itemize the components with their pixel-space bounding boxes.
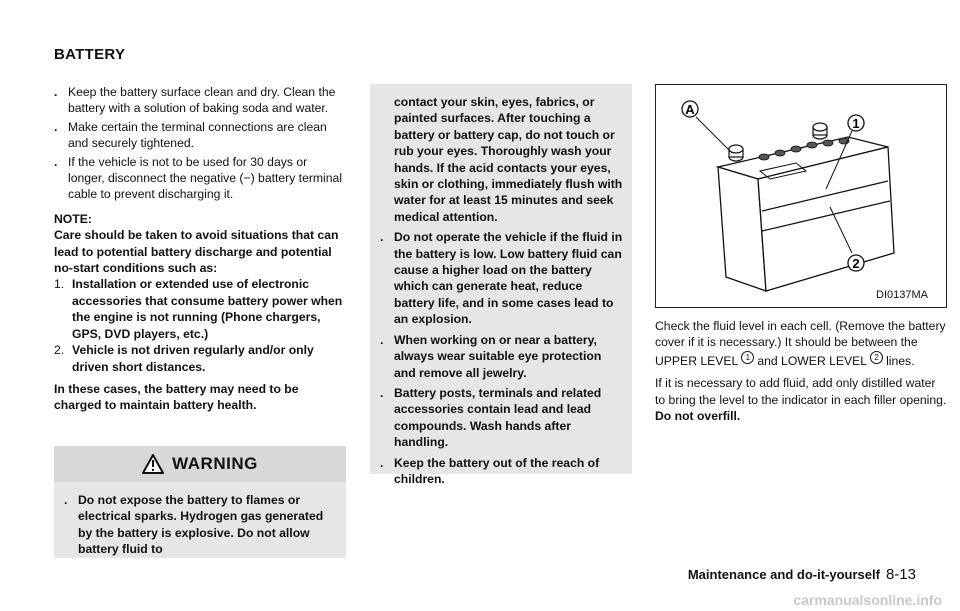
callout-a: A bbox=[685, 102, 695, 117]
section-name: Maintenance and do-it-yourself bbox=[687, 567, 880, 582]
bullet-text: Make certain the terminal connections are clean and securely tightened. bbox=[68, 119, 327, 151]
item-text: Vehicle is not driven regularly and/or only driven short distances. bbox=[72, 343, 314, 374]
circle-1-icon: 1 bbox=[741, 351, 754, 364]
page-number: 8-13 bbox=[885, 566, 916, 583]
bullet-text: Keep the battery surface clean and dry. Clean the battery with a solution of baking soda and water. bbox=[68, 85, 336, 116]
bullet-mark: . bbox=[380, 455, 384, 470]
bullet-mark: . bbox=[64, 493, 68, 507]
bullet-text: When working on or near a battery, always wear suitable eye protection and remove all jewelry. bbox=[394, 332, 602, 380]
list-item bbox=[54, 84, 346, 117]
list-item bbox=[380, 385, 626, 451]
warning-body bbox=[64, 492, 340, 560]
column-1 bbox=[54, 84, 346, 414]
bullet-mark: . bbox=[54, 85, 58, 99]
circle-2-icon: 2 bbox=[870, 351, 883, 364]
bullet-text: If the vehicle is not to be used for 30 days or longer, disconnect the negative (−) battery terminal cable to prevent discharging it. bbox=[68, 154, 343, 202]
list-item bbox=[54, 276, 346, 342]
note-label: NOTE: bbox=[54, 211, 92, 226]
list-item bbox=[64, 492, 340, 558]
continuation-text: contact your skin, eyes, fabrics, or painted surfaces. After touching a battery or battery cap, do not touch or rub your eyes. Thoroughly wash your hands. If the acid contacts your eyes, skin or clothing, immediately flush with water for at least 15 minutes and seek medical attention. bbox=[394, 95, 623, 224]
watermark: carmanualsonline.info bbox=[793, 592, 942, 608]
list-item bbox=[54, 154, 346, 203]
note-text: Care should be taken to avoid situations that can lead to potential battery discharge and potential no-start conditions such as: bbox=[54, 228, 339, 276]
bullet-mark: . bbox=[54, 119, 58, 134]
bullet-mark: . bbox=[380, 332, 384, 347]
column-3 bbox=[655, 318, 947, 425]
bullet-text: Do not operate the vehicle if the fluid in the battery is low. Low battery fluid can cause a higher load on the battery which can generate heat, reduce battery life, and in some cases lead to an explosion. bbox=[394, 230, 623, 327]
warning-header bbox=[54, 446, 346, 482]
battery-illustration-icon bbox=[656, 85, 946, 307]
callout-1: 1 bbox=[852, 116, 860, 131]
bullet-mark: . bbox=[54, 154, 58, 169]
warning-triangle-icon bbox=[142, 454, 164, 474]
add-fluid-paragraph: If it is necessary to add fluid, add only distilled water to bring the level to the indicator in each filler opening. Do not overfill. bbox=[655, 376, 947, 424]
list-item bbox=[380, 455, 626, 488]
bullet-text: Do not expose the battery to flames or electrical sparks. Hydrogen gas generated by the battery is explosive. Do not allow battery fluid to bbox=[78, 493, 324, 557]
item-number: 1. bbox=[54, 277, 65, 292]
item-text: Installation or extended use of electronic accessories that consume battery power when the engine is not running (Phone chargers, GPS, DVD players, etc.) bbox=[72, 277, 343, 341]
battery-figure bbox=[655, 84, 947, 308]
column-2 bbox=[380, 94, 626, 491]
bullet-text: Battery posts, terminals and related accessories contain lead and lead compounds. Wash hands after handling. bbox=[394, 385, 602, 450]
page-title: BATTERY bbox=[54, 46, 126, 63]
figure-caption: DI0137MA bbox=[876, 289, 928, 301]
callout-2: 2 bbox=[852, 256, 860, 271]
closing-text: In these cases, the battery may need to be charged to maintain battery health. bbox=[54, 381, 299, 413]
fluid-level-paragraph: Check the fluid level in each cell. (Remove the battery cover if it is necessary.) It should be between the UPPER LEVEL 1 and LOWER LEVEL 2 lines. bbox=[655, 319, 946, 368]
list-item bbox=[54, 119, 346, 152]
item-number: 2. bbox=[54, 343, 65, 358]
list-item bbox=[380, 229, 626, 327]
warning-label: WARNING bbox=[172, 454, 258, 473]
overfill-warning: Do not overfill. bbox=[655, 409, 741, 424]
bullet-mark: . bbox=[380, 230, 384, 245]
page-footer bbox=[688, 566, 916, 583]
bullet-text: Keep the battery out of the reach of children. bbox=[394, 455, 600, 486]
list-item bbox=[380, 94, 626, 225]
bullet-mark: . bbox=[380, 385, 384, 400]
list-item bbox=[54, 342, 346, 375]
list-item bbox=[380, 332, 626, 381]
